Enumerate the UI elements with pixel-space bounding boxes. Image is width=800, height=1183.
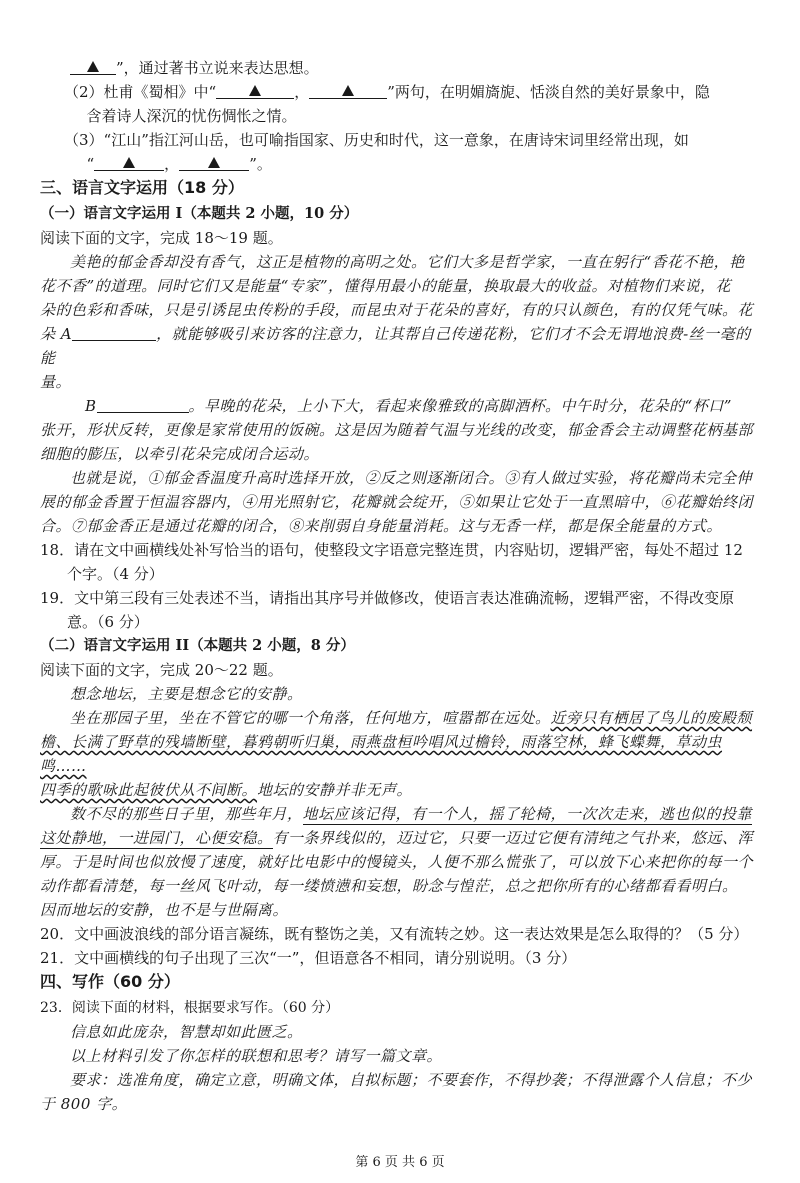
answer-blank[interactable] xyxy=(216,80,294,99)
ditan-paragraph-3: 数不尽的那些日子里，那些年月，地坛应该记得，有一个人，摇了轮椅，一次次走来，逃也似的投靠 这处静地，一进园门，心便安稳。有一条界线似的，迈过它，只要一迈过它便有清纯之气扑来，悠远、浑 厚。于是时间也似放慢了速度，就好比电影中的慢镜头，人便不那么慌张了，可以放下心来把你的每一个 动作都看清楚，每一丝风飞叶动，每一缕愤懑和妄想，盼念与惶茫，总之把你所有的心绪都看看明白。 因而地坛的安静，也不是与世隔离。 xyxy=(40,805,754,919)
part1-title: （一）语言文字运用 I（本题共 2 小题，10 分） xyxy=(40,205,359,222)
wavy-underlined-text: 四季的歌咏此起彼伏从不间断。 xyxy=(40,781,258,799)
poetry-q1-tail: ”，通过著书立说来表达思想。 xyxy=(40,56,762,80)
ditan-paragraph-2: 坐在那园子里，坐在不管它的哪一个角落，任何地方，喧嚣都在远处。近旁只有栖居了鸟儿的废殿颓 檐、长满了野草的残墙断壁，暮鸦朝听归巢，雨燕盘桓吟唱风过檐铃，雨落空林，蜂飞蝶舞，草动虫鸣…… 四季的歌咏此起彼伏从不间断。地坛的安静并非无声。 xyxy=(40,709,753,799)
question-23: 23．阅读下面的材料，根据要求写作。（60 分） xyxy=(40,1000,340,1016)
part1-intro: 阅读下面的文字，完成 18～19 题。 xyxy=(40,229,283,247)
writing-requirements-cont: 于 800 字。 xyxy=(40,1095,128,1113)
writing-prompt: 以上材料引发了你怎样的联想和思考？请写一篇文章。 xyxy=(70,1047,443,1065)
question-19: 19．文中第三段有三处表述不当，请指出其序号并做修改，使语言表达准确流畅，逻辑严密，不得改变原 意。（6 分） xyxy=(40,589,735,631)
triangle-icon xyxy=(123,157,135,168)
writing-material: 信息如此庞杂，智慧却如此匮乏。 xyxy=(70,1023,303,1041)
answer-blank[interactable] xyxy=(94,152,164,171)
blank-A[interactable] xyxy=(72,322,156,341)
triangle-icon xyxy=(87,61,99,72)
answer-blank[interactable] xyxy=(70,56,116,75)
question-20: 20．文中画波浪线的部分语言凝练，既有整饬之美，又有流转之妙。这一表达效果是怎么取得的？（5 分） xyxy=(40,925,749,943)
answer-blank[interactable] xyxy=(179,152,249,171)
passage-paragraph-3: 也就是说，①郁金香温度升高时选择开放，②反之则逐渐闭合。③有人做过实验，将花瓣尚未完全伸 展的郁金香置于恒温容器内，④用光照射它，花瓣就会绽开，⑤如果让它处于一直黑暗中，⑥花瓣始终闭 合。⑦郁金香正是通过花瓣的闭合，⑧来削弱自身能量消耗。这与无香一样，都是保全能量的方式。 xyxy=(40,469,754,535)
wavy-underlined-text: 檐、长满了野草的残墙断壁，暮鸦朝听归巢，雨燕盘桓吟唱风过檐铃，雨落空林，蜂飞蝶舞，草动虫鸣…… xyxy=(40,733,723,775)
wavy-underlined-text: 近旁只有栖居了鸟儿的废殿颓 xyxy=(550,709,753,727)
part2-title: （二）语言文字运用 II（本题共 2 小题，8 分） xyxy=(40,637,355,654)
section-title: 四、写作（60 分） xyxy=(40,972,180,991)
poetry-q3: （3）“江山”指江河山岳，也可喻指国家、历史和时代，这一意象，在唐诗宋词里经常出现，如 “ ， ”。 xyxy=(64,131,689,173)
question-18: 18．请在文中画横线处补写恰当的语句，使整段文字语意完整连贯，内容贴切，逻辑严密，每处不超过 12 个字。（4 分） xyxy=(40,541,743,583)
triangle-icon xyxy=(208,157,220,168)
page-footer: 第 6 页 共 6 页 xyxy=(355,1155,445,1170)
passage-paragraph-1: 美艳的郁金香却没有香气，这正是植物的高明之处。它们大多是哲学家，一直在躬行“香花不艳，艳 花不香”的道理。同时它们又是能量“专家”，懂得用最小的能量，换取最大的收益。对植物们来说，花 朵的色彩和香味，只是引诱昆虫传粉的手段，而昆虫对于花朵的喜好，有的只认颜色，有的仅凭气味。花 朵 A ，就能够吸引来访客的注意力，让其帮自己传递花粉，它们才不会无谓地浪费-丝一毫的能 量。 xyxy=(40,253,754,391)
question-21: 21．文中画横线的句子出现了三次“一”，但语意各不相同，请分别说明。（3 分） xyxy=(40,949,577,967)
ditan-paragraph-1: 想念地坛，主要是想念它的安静。 xyxy=(70,685,303,703)
triangle-icon xyxy=(249,85,261,96)
passage-paragraph-2: B 。早晚的花朵，上小下大，看起来像雅致的高脚酒杯。中午时分，花朵的“杯口” 张开，形状反转，更像是家常使用的饭碗。这是因为随着气温与光线的改变，郁金香会主动调整花柄基部 细胞的膨压，以牵引花朵完成闭合运动。 xyxy=(40,394,762,466)
part2-intro: 阅读下面的文字，完成 20～22 题。 xyxy=(40,661,283,679)
underlined-sentence: 这处静地，一进园门，心便安稳。 xyxy=(40,829,273,847)
answer-blank[interactable] xyxy=(309,80,387,99)
underlined-sentence: 地坛应该记得，有一个人，摇了轮椅，一次次走来，逃也似的投靠 xyxy=(302,805,753,823)
writing-requirements: 要求：选准角度，确定立意，明确文体，自拟标题；不要套作，不得抄袭；不得泄露个人信息；不少 xyxy=(70,1071,753,1089)
section-title: 三、语言文字运用（18 分） xyxy=(40,178,244,197)
triangle-icon xyxy=(342,85,354,96)
blank-B[interactable] xyxy=(97,394,189,413)
poetry-q2: （2）杜甫《蜀相》中“ ， ”两句，在明媚旖旎、恬淡自然的美好景象中，隐 含着诗人深沉的忧伤惆怅之情。 xyxy=(40,80,764,128)
